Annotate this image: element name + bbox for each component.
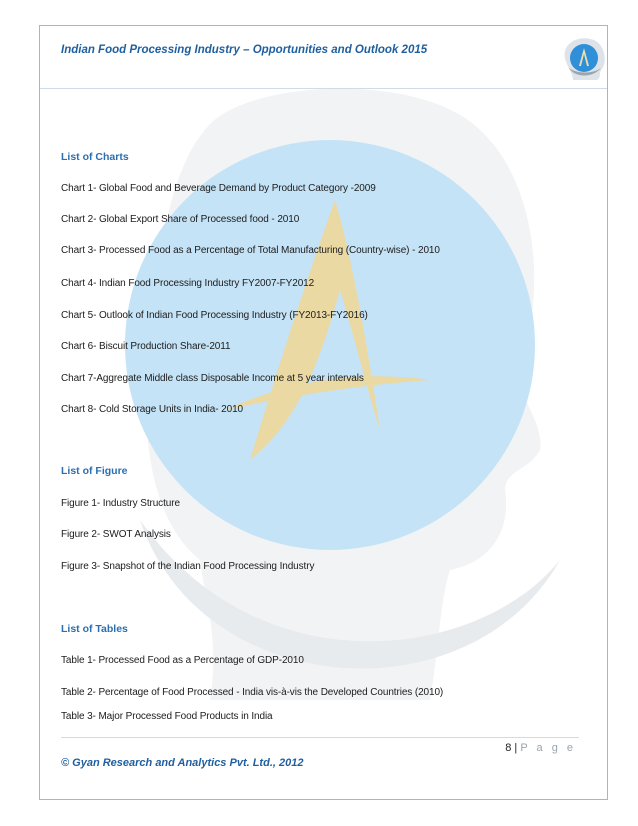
list-of-figure-heading: List of Figure	[61, 465, 128, 477]
company-logo-icon	[557, 34, 609, 86]
figure-entry: Figure 1- Industry Structure	[61, 498, 180, 509]
header-title: Indian Food Processing Industry – Opportunities and Outlook 2015	[61, 44, 428, 56]
figure-entry: Figure 3- Snapshot of the Indian Food Processing Industry	[61, 561, 315, 572]
header-divider	[40, 88, 607, 89]
chart-entry: Chart 3- Processed Food as a Percentage of Total Manufacturing (Country-wise) - 2010	[61, 245, 440, 256]
page-number-label	[505, 742, 576, 754]
chart-entry: Chart 6- Biscuit Production Share-2011	[61, 341, 231, 352]
footer-divider	[61, 737, 579, 738]
page-separator: |	[514, 742, 518, 754]
list-of-charts-heading: List of Charts	[61, 151, 129, 163]
page-word: P a g e	[520, 742, 576, 754]
list-of-tables-heading: List of Tables	[61, 623, 128, 635]
chart-entry: Chart 2- Global Export Share of Processed food - 2010	[61, 214, 300, 225]
chart-entry: Chart 5- Outlook of Indian Food Processing Industry (FY2013-FY2016)	[61, 310, 368, 321]
chart-entry: Chart 8- Cold Storage Units in India- 2010	[61, 404, 244, 415]
table-entry: Table 2- Percentage of Food Processed - India vis-à-vis the Developed Countries (2010)	[61, 687, 444, 698]
page-number: 8	[505, 742, 512, 754]
chart-entry: Chart 7-Aggregate Middle class Disposable Income at 5 year intervals	[61, 373, 364, 384]
table-entry: Table 1- Processed Food as a Percentage of GDP-2010	[61, 655, 304, 666]
footer-copyright: © Gyan Research and Analytics Pvt. Ltd., 2012	[61, 757, 304, 769]
chart-entry: Chart 1- Global Food and Beverage Demand by Product Category -2009	[61, 183, 376, 194]
chart-entry: Chart 4- Indian Food Processing Industry FY2007-FY2012	[61, 278, 315, 289]
figure-entry: Figure 2- SWOT Analysis	[61, 529, 171, 540]
table-entry: Table 3- Major Processed Food Products in India	[61, 711, 273, 722]
